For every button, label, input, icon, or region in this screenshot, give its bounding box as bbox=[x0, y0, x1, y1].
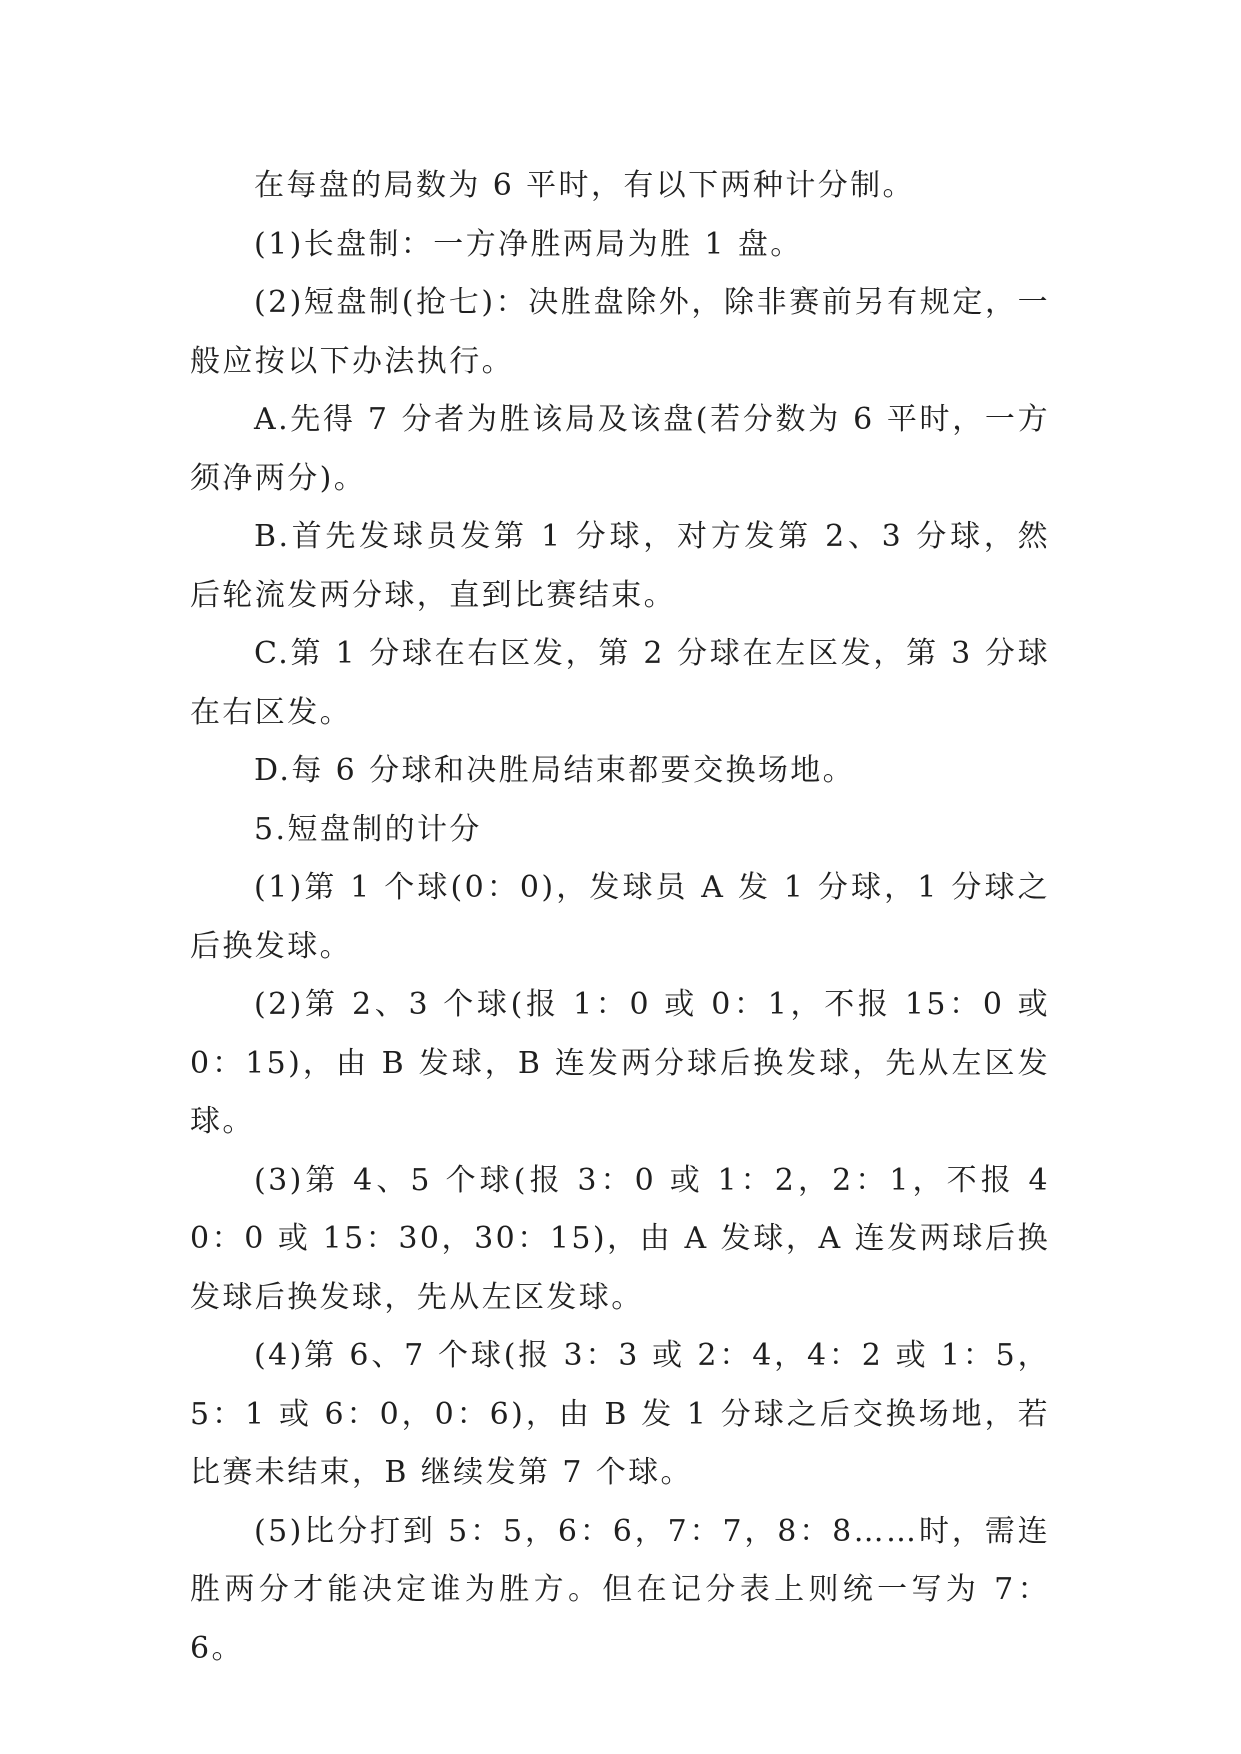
paragraph: (3)第 4、5 个球(报 3：0 或 1：2，2：1，不报 40：0 或 15：30，30：15)，由 A 发球，A 连发两球后换发球后换发球，先从左区发球。 bbox=[190, 1162, 1050, 1315]
paragraph: (1)第 1 个球(0：0)，发球员 A 发 1 分球，1 分球之后换发球。 bbox=[190, 870, 1050, 964]
paragraph: (2)短盘制(抢七)：决胜盘除外，除非赛前另有规定，一般应按以下办法执行。 bbox=[190, 285, 1050, 379]
paragraph: A.先得 7 分者为胜该局及该盘(若分数为 6 平时，一方须净两分)。 bbox=[190, 402, 1050, 496]
paragraph: (4)第 6、7 个球(报 3：3 或 2：4，4：2 或 1：5，5：1 或 6：0，0：6)，由 B 发 1 分球之后交换场地，若比赛未结束，B 继续发第 7 个球。 bbox=[190, 1338, 1050, 1490]
section-heading: 5.短盘制的计分 bbox=[254, 811, 482, 847]
document-body bbox=[190, 157, 1050, 1678]
paragraph: 在每盘的局数为 6 平时，有以下两种计分制。 bbox=[254, 168, 915, 203]
paragraph: B.首先发球员发第 1 分球，对方发第 2、3 分球，然后轮流发两分球，直到比赛结束。 bbox=[190, 519, 1050, 613]
paragraph: (5)比分打到 5：5，6：6，7：7，8：8……时，需连胜两分才能决定谁为胜方。但在记分表上则统一写为 7：6。 bbox=[190, 1513, 1050, 1666]
paragraph: (1)长盘制：一方净胜两局为胜 1 盘。 bbox=[254, 226, 803, 262]
paragraph: C.第 1 分球在右区发，第 2 分球在左区发，第 3 分球在右区发。 bbox=[190, 636, 1050, 730]
paragraph: (2)第 2、3 个球(报 1：0 或 0：1，不报 15：0 或 0：15)，由 B 发球，B 连发两分球后换发球，先从左区发球。 bbox=[190, 987, 1050, 1139]
paragraph: D.每 6 分球和决胜局结束都要交换场地。 bbox=[254, 753, 856, 788]
